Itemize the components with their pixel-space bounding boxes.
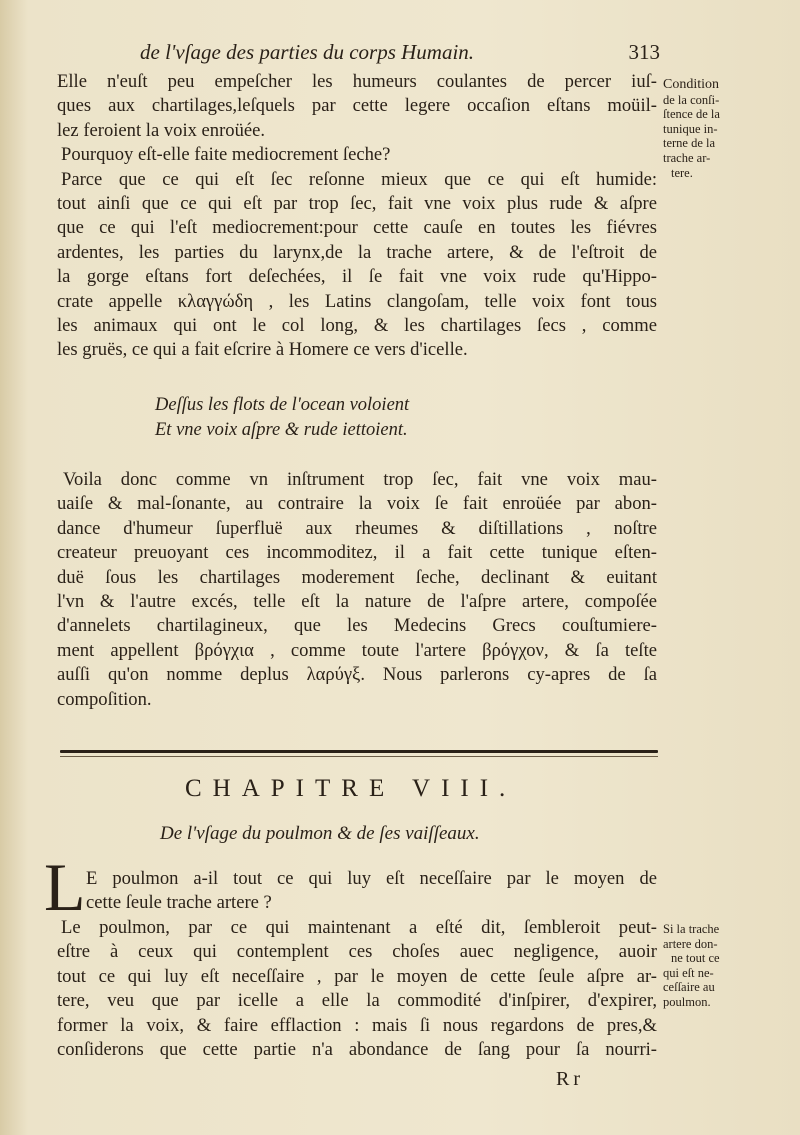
paragraph-3-opening <box>86 867 657 916</box>
verse-quote <box>155 393 409 443</box>
text-line: ment appellent βρόγχια , comme toute l'artere βρόγχον, & ſa teſte <box>57 639 657 661</box>
text-line: compoſition. <box>57 688 152 710</box>
paragraph-2 <box>57 468 657 712</box>
chapter-subtitle: De l'vſage du poulmon & de ſes vaiſſeaux. <box>160 823 480 844</box>
text-line: uaiſe & mal-ſonante, au contraire la voix ſe fait enroüée par abon- <box>57 493 657 515</box>
text-line: Parce que ce qui eſt ſec reſonne mieux que ce qui eſt humide: <box>61 168 657 190</box>
margin-note-2 <box>663 922 781 1010</box>
signature-mark: Rr <box>556 1068 584 1090</box>
margin-line: ne tout ce <box>671 951 720 966</box>
page-number: 313 <box>628 40 660 64</box>
header-title: de l'vſage des parties du corps Humain. <box>140 40 475 64</box>
margin-line: Si la trache <box>663 922 720 936</box>
text-line: cette ſeule trache artere ? <box>86 892 272 914</box>
text-line: createur preuoyant ces incommoditez, il a fait cette tunique eſten- <box>57 542 657 564</box>
text-line: former la voix, & faire efflaction : mais ſi nous regardons de pres,& <box>57 1014 657 1036</box>
text-line: lez feroient la voix enroüée. <box>57 119 266 141</box>
verse-line: Et vne voix aſpre & rude iettoient. <box>155 420 408 440</box>
text-line: Le poulmon, par ce qui maintenant a eſté dit, ſembleroit peut- <box>61 917 657 938</box>
margin-line: ſtence de la <box>663 107 720 122</box>
text-line: Elle n'euſt peu empeſcher les humeurs coulantes de percer iuſ- <box>57 71 657 92</box>
text-line: les gruës, ce qui a fait eſcrire à Homere ce vers d'icelle. <box>57 339 468 361</box>
text-line: ques aux chartilages,leſquels par cette legere occaſion eſtans moüil- <box>57 95 657 117</box>
text-line: tout ce qui luy eſt neceſſaire , par le moyen de cette ſeule aſpre ar- <box>57 965 657 987</box>
margin-line: ceſſaire au <box>663 980 715 995</box>
margin-line: poulmon. <box>663 994 711 1009</box>
paragraph-1 <box>57 70 657 363</box>
margin-line: tere. <box>671 165 693 180</box>
margin-line: tunique in- <box>663 121 718 136</box>
drop-cap: L <box>44 849 86 925</box>
text-line: les animaux qui ont le col long, & les chartilages ſecs , comme <box>57 315 657 337</box>
text-line: duë ſous les chartilages moderement ſeche, declinant & euitant <box>57 566 657 588</box>
text-line: Voila donc comme vn inſtrument trop ſec, fait vne voix mau- <box>63 469 657 490</box>
text-line: E poulmon a-il tout ce qui luy eſt neceſſaire par le moyen de <box>86 868 657 889</box>
text-line: Pourquoy eſt-elle faite mediocrement ſeche? <box>61 144 391 166</box>
text-line: crate appelle κλαγγώδη , les Latins clangoſam, telle voix font tous <box>57 290 657 312</box>
text-line: que ce qui l'eſt mediocrement:pour cette cauſe en toutes les fiévres <box>57 217 657 239</box>
margin-line: terne de la <box>663 136 716 151</box>
text-line: l'vn & l'autre excés, telle eſt la nature de l'aſpre artere, compoſée <box>57 591 657 613</box>
verse-line: Deſſus les flots de l'ocean voloient <box>155 395 410 415</box>
text-line: d'annelets chartilagineux, que les Medecins Grecs couſtumiere- <box>57 615 657 637</box>
text-line: conſiderons que cette partie n'a abondance de ſang pour ſa nourri- <box>57 1039 657 1061</box>
margin-line: trache ar- <box>663 150 711 165</box>
margin-line: Condition <box>663 77 720 92</box>
margin-line: artere don- <box>663 936 718 951</box>
chapter-heading: CHAPITRE VIII. <box>185 775 517 802</box>
text-line: auſſi qu'on nomme deplus λαρύγξ. Nous parlerons cy-apres de ſa <box>57 664 657 686</box>
paragraph-3 <box>57 916 657 1062</box>
text-line: tout ainſi que ce qui eſt par trop ſec, fait vne voix plus rude & aſpre <box>57 193 657 215</box>
text-line: la gorge eſtans fort deſechées, il ſe fait vne voix rude qu'Hippo- <box>57 266 657 288</box>
text-line: tere, veu que par icelle a elle la commodité d'inſpirer, d'expirer, <box>57 990 657 1012</box>
text-line: dance d'humeur ſuperfluë aux rheumes & diſtillations , noſtre <box>57 517 657 539</box>
margin-note-1 <box>663 78 781 180</box>
section-divider-thin <box>60 756 658 757</box>
margin-line: de la conſi- <box>663 92 720 107</box>
text-line: eſtre à ceux qui contemplent ces choſes auec negligence, auoir <box>57 941 657 963</box>
section-divider <box>60 750 658 753</box>
text-line: ardentes, les parties du larynx,de la trache artere, & de l'eſtroit de <box>57 241 657 263</box>
running-header <box>140 40 660 65</box>
margin-line: qui eſt ne- <box>663 965 714 980</box>
